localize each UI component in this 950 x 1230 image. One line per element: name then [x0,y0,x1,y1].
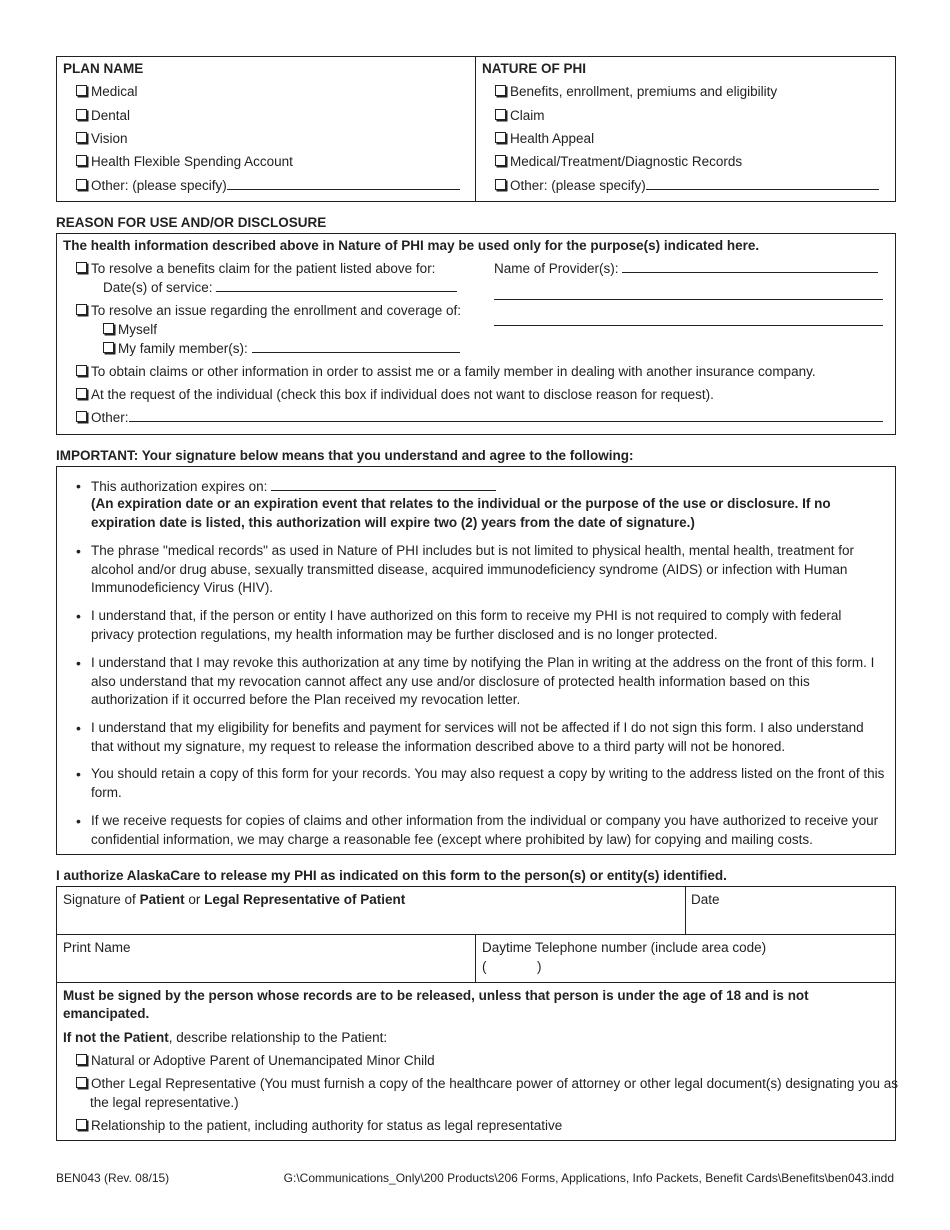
family-line[interactable] [252,340,460,353]
checkbox[interactable] [76,388,87,399]
provider-line-2[interactable] [494,299,883,300]
area-code-close: ) [537,959,542,974]
phi-option-claim[interactable]: Claim [495,107,545,124]
print-name-field[interactable]: Print Name [63,940,131,955]
name-phone-divider [475,934,476,983]
phi-other-line[interactable] [646,177,879,190]
authorize-statement: I authorize AlaskaCare to release my PHI as indicated on this form to the person(s) or entity(s) identified. [56,868,727,883]
checkbox[interactable] [76,365,87,376]
provider-line-3[interactable] [494,325,883,326]
checkbox[interactable] [76,85,87,96]
form-id: BEN043 (Rev. 08/15) [56,1171,170,1185]
expires-line[interactable] [271,478,496,491]
dates-of-service-line[interactable] [216,279,457,292]
provider-name: Name of Provider(s): [494,260,878,277]
checkbox[interactable] [495,179,506,190]
reason-family[interactable]: My family member(s): [103,340,460,357]
plan-other-line[interactable] [227,177,460,190]
reason-request[interactable]: At the request of the individual (check this box if individual does not want to disclose reason for request). [76,386,714,403]
relationship-other[interactable]: Relationship to the patient, including authority for status as legal representative [76,1117,562,1134]
signature-row-divider [56,934,896,935]
checkbox[interactable] [76,304,87,315]
expires-note: (An expiration date or an expiration event that relates to the individual or the purpose of the use or disclosure. If no expiration date is listed, this authorization will expire two (2) years from the date of signature.) [91,496,831,530]
reason-intro: The health information described above in Nature of PHI may be used only for the purpose(s) indicated here. [63,238,760,253]
plan-option-other[interactable]: Other: (please specify) [76,177,460,194]
checkbox[interactable] [76,179,87,190]
checkbox[interactable] [103,342,114,353]
not-patient-label: If not the Patient, describe relationship to the Patient: [63,1030,388,1045]
checkbox[interactable] [76,155,87,166]
reason-title: REASON FOR USE AND/OR DISCLOSURE [56,215,327,230]
checkbox[interactable] [495,85,506,96]
plan-phi-divider [475,56,476,202]
reason-other-line[interactable] [129,409,883,422]
reason-myself[interactable]: Myself [103,321,157,338]
reason-enrollment[interactable]: To resolve an issue regarding the enrollment and coverage of: [76,302,461,319]
date-field[interactable]: Date [691,892,720,907]
plan-option-hfsa[interactable]: Health Flexible Spending Account [76,153,293,170]
bullet-fees: If we receive requests for copies of claims and other information from the individual or company you have authorized to receive your confidential information, we may charge a reasonable fee (except where prohibited by law) for copying and mailing costs. [91,813,879,847]
phi-option-other[interactable]: Other: (please specify) [495,177,879,194]
bullet-privacy: I understand that, if the person or entity I have authorized on this form to receive my PHI is not required to comply with federal privacy protection regulations, my health information may be further disclosed and is no longer protected. [91,608,842,642]
checkbox[interactable] [76,132,87,143]
phi-option-appeal[interactable]: Health Appeal [495,130,594,147]
important-title: IMPORTANT: Your signature below means that you understand and agree to the following: [56,448,634,463]
relationship-parent[interactable]: Natural or Adoptive Parent of Unemancipated Minor Child [76,1052,435,1069]
bullet-revoke: I understand that I may revoke this authorization at any time by notifying the Plan in writing at the address on the front of this form. I also understand that my revocation cannot affect any use and/or disclosure of protected health information based on this authorization if it occurred before the Plan received my revocation letter. [91,655,875,708]
bullet-retain-copy: You should retain a copy of this form for your records. You may also request a copy by writing to the address listed on the front of this form. [91,766,885,800]
checkbox[interactable] [76,1054,87,1065]
bullet: • [76,766,81,782]
dates-of-service: Date(s) of service: [103,279,457,296]
signature-field[interactable]: Signature of Patient or Legal Representative of Patient [63,892,406,907]
area-code-open: ( [482,959,487,974]
plan-name-header: PLAN NAME [63,61,144,76]
checkbox[interactable] [76,1119,87,1130]
reason-claim[interactable]: To resolve a benefits claim for the patient listed above for: [76,260,435,277]
phone-field[interactable]: Daytime Telephone number (include area code) [482,940,767,955]
file-path: G:\Communications_Only\200 Products\206 Forms, Applications, Info Packets, Benefit Cards\Benefits\ben043.indd [283,1171,894,1185]
name-row-divider [56,982,896,983]
must-sign-note: Must be signed by the person whose records are to be released, unless that person is under the age of 18 and is not emancipated. [63,988,809,1021]
checkbox[interactable] [76,262,87,273]
checkbox[interactable] [495,109,506,120]
provider-line-1[interactable] [622,260,878,273]
plan-option-dental[interactable]: Dental [76,107,130,124]
bullet: • [76,655,81,671]
checkbox[interactable] [103,323,114,334]
checkbox[interactable] [76,1077,87,1088]
phi-option-benefits[interactable]: Benefits, enrollment, premiums and eligibility [495,83,777,100]
bullet-medical-records: The phrase "medical records" as used in Nature of PHI includes but is not limited to physical health, mental health, treatment for alcohol and/or drug abuse, sexually transmitted disease, acquired immunodeficiency syndrome (AIDS) or infection with Human Immunodeficiency Virus (HIV). [91,543,854,596]
reason-insurance[interactable]: To obtain claims or other information in order to assist me or a family member in dealing with another insurance company. [76,363,816,380]
relationship-legal-rep[interactable]: Other Legal Representative (You must furnish a copy of the healthcare power of attorney or other legal document(s) designating you as the legal representative.) [76,1075,900,1112]
bullet: • [76,543,81,559]
checkbox[interactable] [76,411,87,422]
bullet: • [76,478,81,494]
phi-header: NATURE OF PHI [482,61,586,76]
bullet: • [76,608,81,624]
checkbox[interactable] [495,132,506,143]
plan-option-medical[interactable]: Medical [76,83,138,100]
phi-option-records[interactable]: Medical/Treatment/Diagnostic Records [495,153,742,170]
bullet: • [76,813,81,829]
bullet-eligibility: I understand that my eligibility for benefits and payment for services will not be affected if I do not sign this form. I also understand that without my signature, my request to release the information described above to a third party will not be honored. [91,720,864,754]
checkbox[interactable] [76,109,87,120]
signature-date-divider [685,886,686,935]
checkbox[interactable] [495,155,506,166]
reason-other[interactable]: Other: [76,409,883,426]
plan-option-vision[interactable]: Vision [76,130,128,147]
bullet: • [76,720,81,736]
expires-label: This authorization expires on: [91,478,496,495]
